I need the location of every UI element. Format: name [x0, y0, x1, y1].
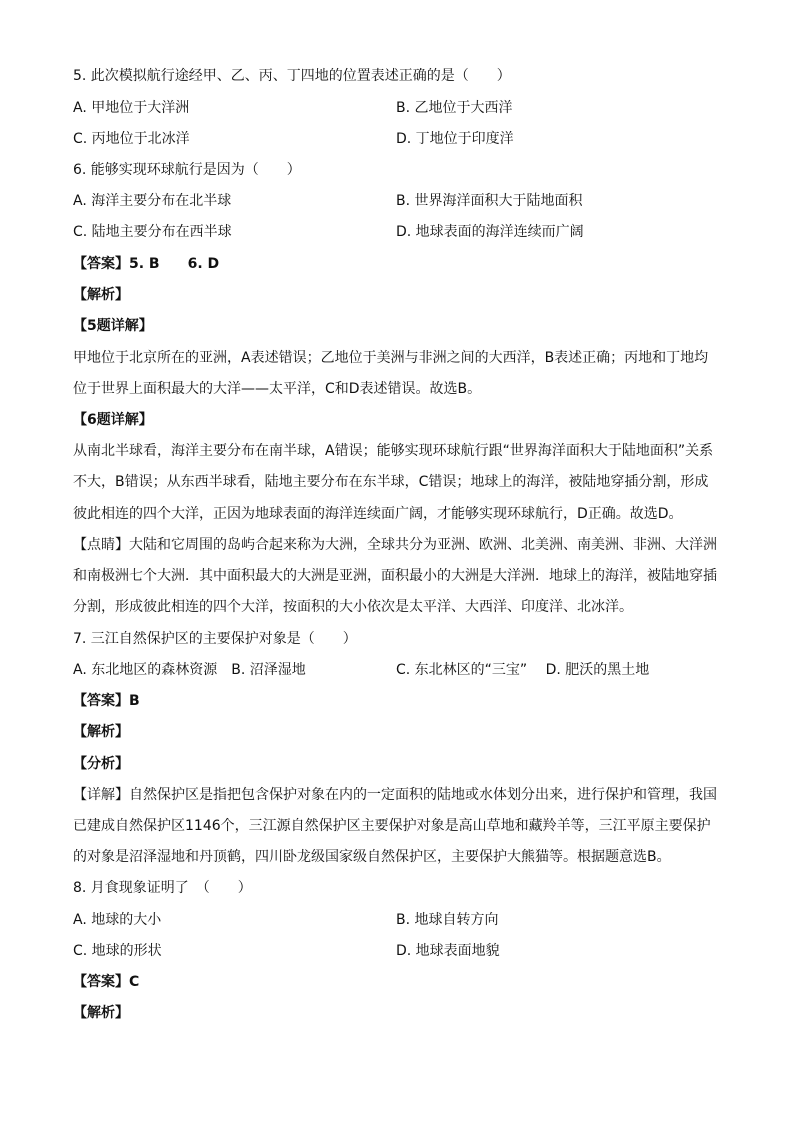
question-5-option-a: A. 甲地位于大洋洲	[73, 100, 190, 116]
detail-7-line-2: 已建成自然保护区1146个，三江源自然保护区主要保护对象是高山草地和藏羚羊等，三江平原主要保护	[73, 818, 711, 834]
question-6-option-d: D. 地球表面的海洋连续而广阔	[396, 224, 584, 240]
detail-5-heading: 【5题详解】	[73, 318, 153, 334]
detail-7-line-3: 的对象是沼泽湿地和丹顶鹤，四川卧龙级国家级自然保护区，主要保护大熊猫等。根据题意选B。	[73, 849, 671, 865]
detail-7-line-1: 【详解】自然保护区是指把包含保护对象在内的一定面积的陆地或水体划分出来，进行保护和管理，我国	[73, 787, 717, 803]
detail-5-line-1: 甲地位于北京所在的亚洲，A表述错误；乙地位于美洲与非洲之间的大西洋，B表述正确；丙地和丁地均	[73, 350, 709, 366]
question-6-stem: 6. 能够实现环球航行是因为（ ）	[73, 162, 301, 178]
question-8-option-b: B. 地球自转方向	[396, 912, 499, 928]
dianjing-line-2: 和南极洲七个大洲．其中面积最大的大洲是亚洲，面积最小的大洲是大洋洲．地球上的海洋，被陆地穿插	[73, 568, 717, 584]
question-8-option-c: C. 地球的形状	[73, 943, 162, 959]
analysis-heading-1: 【解析】	[73, 287, 129, 303]
analysis-heading-2: 【解析】	[73, 724, 129, 740]
dianjing-line-3: 分割，形成彼此相连的四个大洋，按面积的大小依次是太平洋、大西洋、印度洋、北冰洋。	[73, 599, 633, 615]
answer-7: 【答案】B	[73, 693, 140, 709]
detail-5-line-2: 位于世界上面积最大的大洋——太平洋，C和D表述错误。故选B。	[73, 381, 482, 397]
answer-5-6: 【答案】5. B 6. D	[73, 256, 220, 272]
question-7-options-cd: C. 东北林区的“三宝” D. 肥沃的黑土地	[396, 662, 650, 678]
question-7-options-ab: A. 东北地区的森林资源 B. 沼泽湿地	[73, 662, 306, 678]
fenxi-heading: 【分析】	[73, 756, 129, 772]
detail-6-line-3: 彼此相连的四个大洋，正因为地球表面的海洋连续面广阔，才能够实现环球航行，D正确。故选D。	[73, 506, 683, 522]
answer-8: 【答案】C	[73, 974, 140, 990]
question-7-stem: 7. 三江自然保护区的主要保护对象是（ ）	[73, 631, 357, 647]
detail-6-line-2: 不大，B错误；从东西半球看，陆地主要分布在东半球，C错误；地球上的海洋，被陆地穿插分割，形成	[73, 474, 709, 490]
question-5-option-c: C. 丙地位于北冰洋	[73, 131, 190, 147]
question-8-option-a: A. 地球的大小	[73, 912, 162, 928]
question-6-option-a: A. 海洋主要分布在北半球	[73, 193, 232, 209]
detail-6-heading: 【6题详解】	[73, 412, 153, 428]
detail-6-line-1: 从南北半球看，海洋主要分布在南半球，A错误；能够实现环球航行跟“世界海洋面积大于陆地面积”关系	[73, 443, 714, 459]
question-6-option-b: B. 世界海洋面积大于陆地面积	[396, 193, 583, 209]
question-5-stem: 5. 此次模拟航行途经甲、乙、丙、丁四地的位置表述正确的是（ ）	[73, 68, 511, 84]
question-8-stem: 8. 月食现象证明了 （ ）	[73, 880, 252, 896]
dianjing-line-1: 【点睛】大陆和它周围的岛屿合起来称为大洲，全球共分为亚洲、欧洲、北美洲、南美洲、非洲、大洋洲	[73, 537, 717, 553]
question-5-option-b: B. 乙地位于大西洋	[396, 100, 513, 116]
question-5-option-d: D. 丁地位于印度洋	[396, 131, 514, 147]
question-8-option-d: D. 地球表面地貌	[396, 943, 500, 959]
analysis-heading-3: 【解析】	[73, 1005, 129, 1021]
question-6-option-c: C. 陆地主要分布在西半球	[73, 224, 232, 240]
